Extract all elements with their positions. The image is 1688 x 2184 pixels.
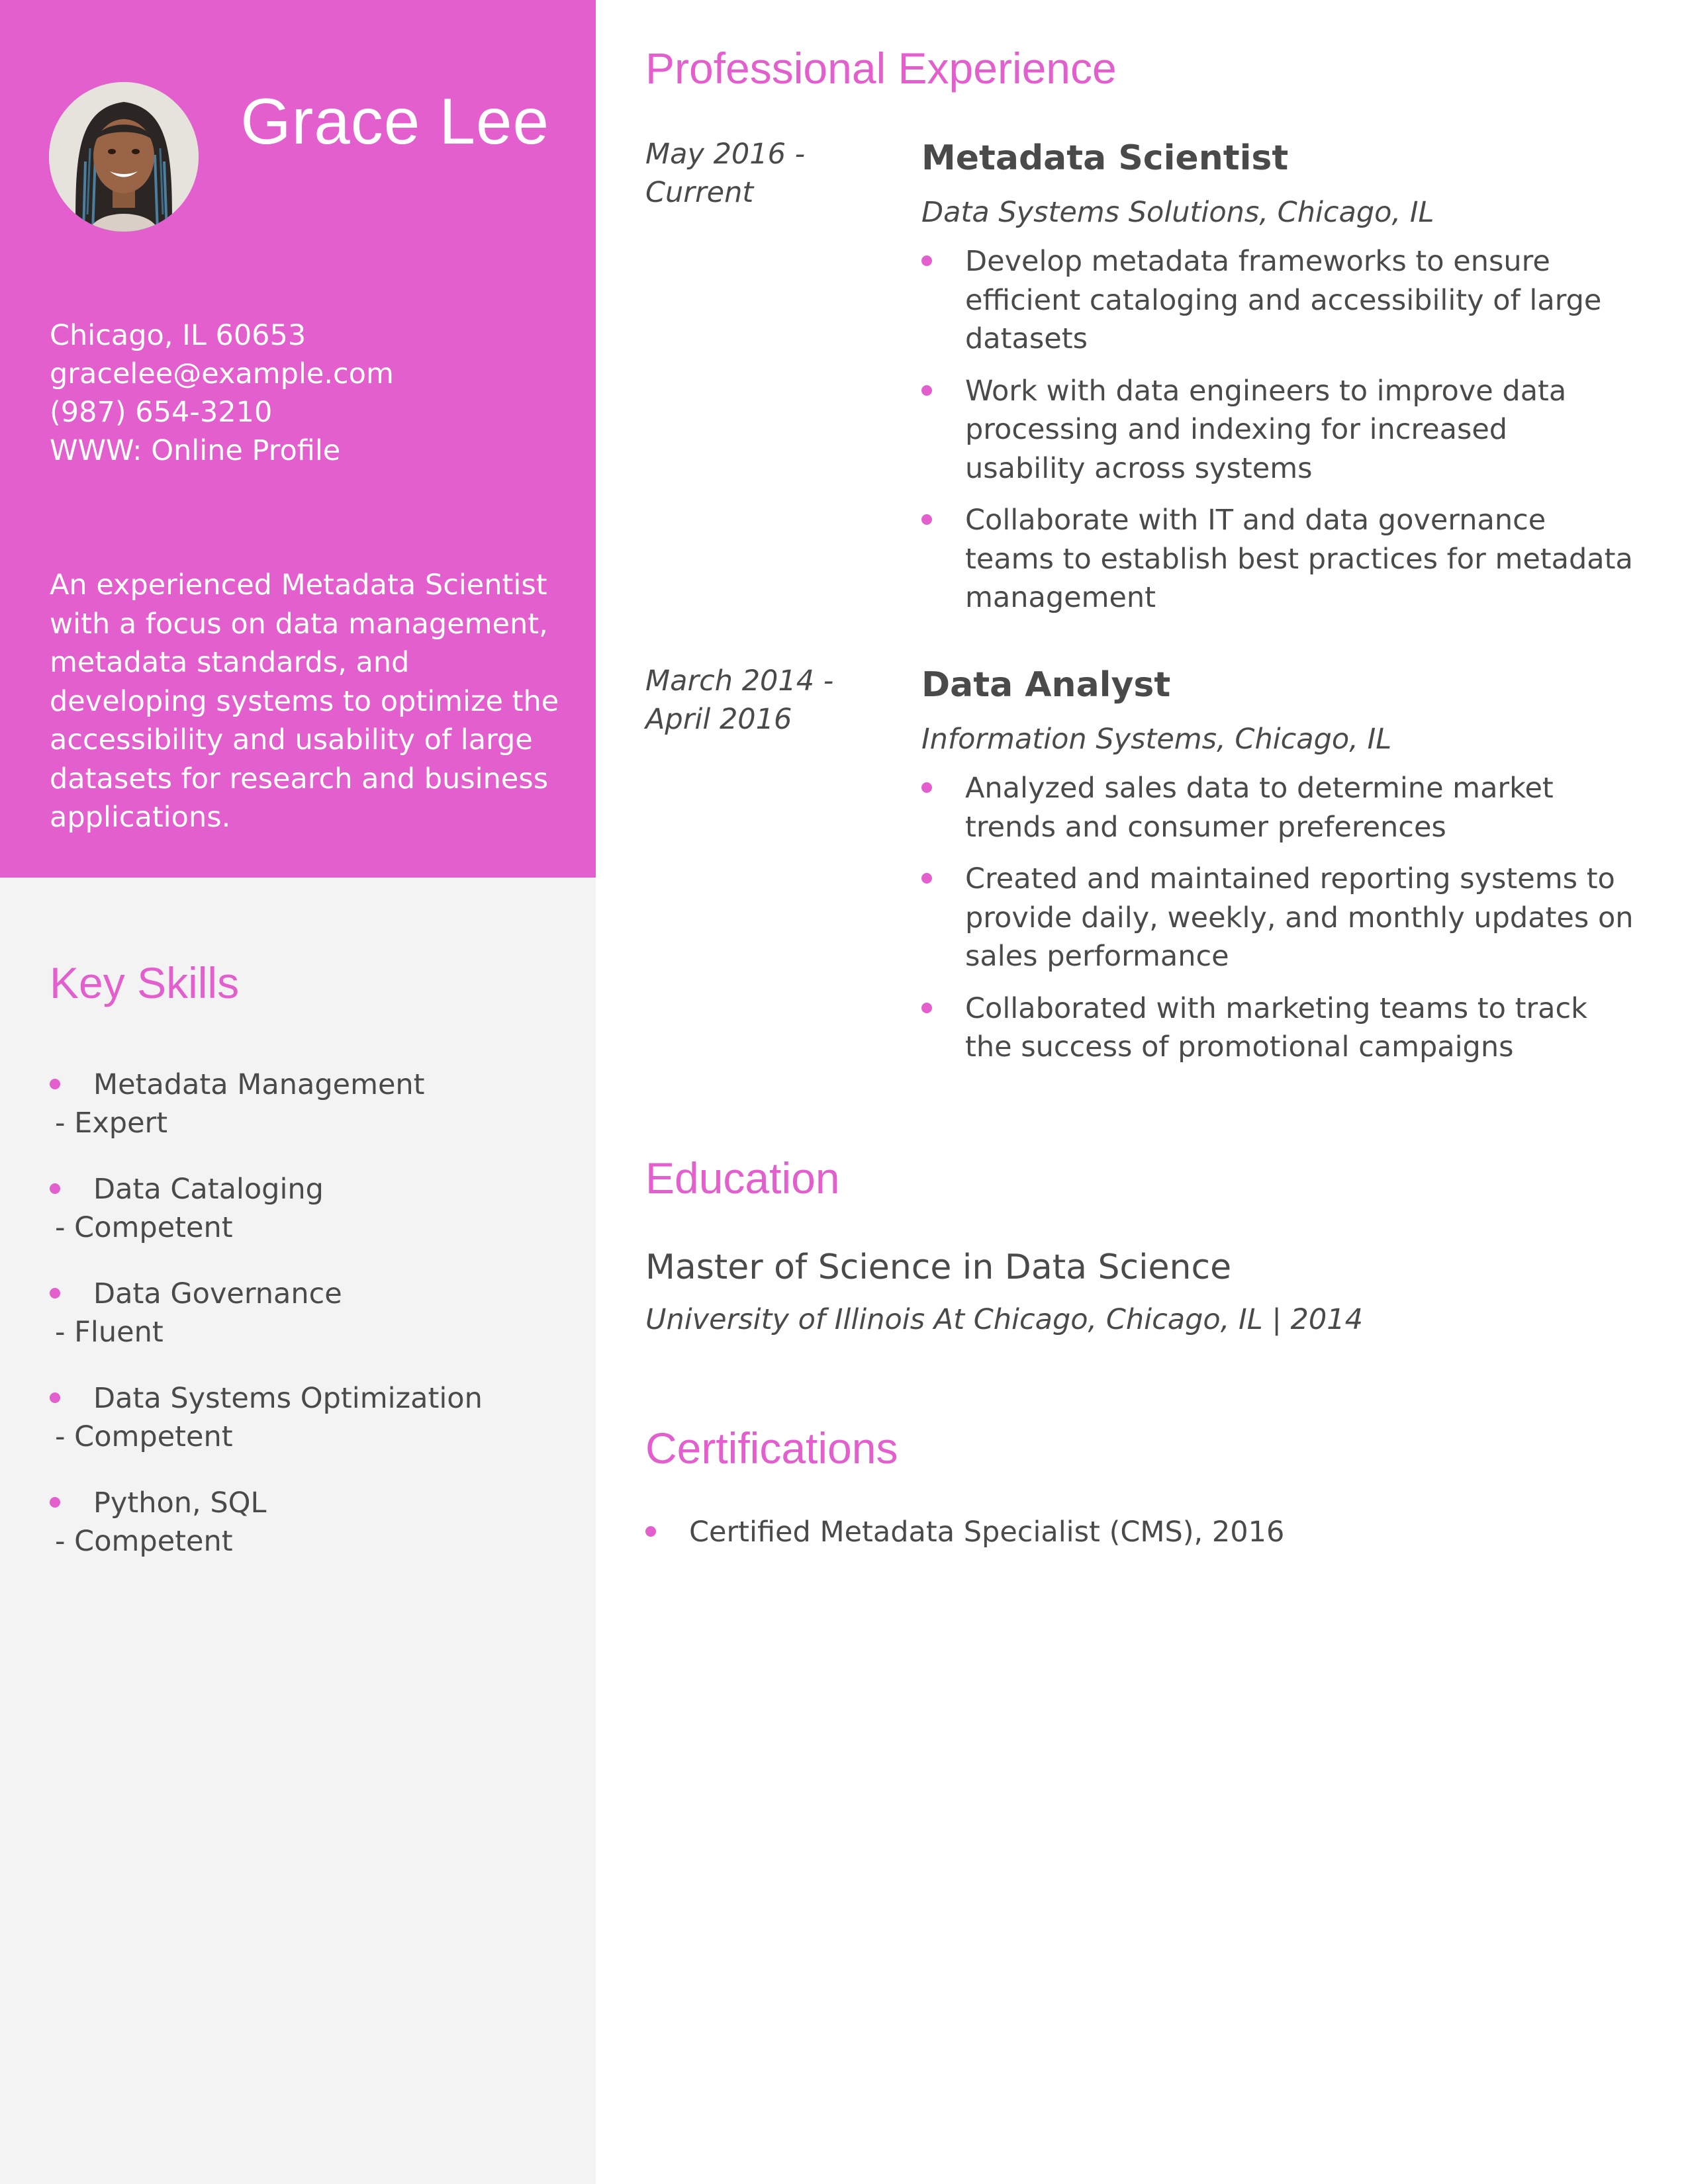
bullet-icon bbox=[50, 1183, 60, 1194]
avatar bbox=[49, 82, 199, 232]
job-company: Data Systems Solutions, Chicago, IL bbox=[921, 196, 1434, 229]
skill-level: - Fluent bbox=[55, 1316, 164, 1349]
profile-summary: An experienced Metadata Scientist with a focus on data management, metadata standards, and developing systems to optimize the accessibility and usability of large datasets for research and business applications. bbox=[50, 569, 559, 834]
job-bullet bbox=[921, 860, 1636, 976]
skill-item bbox=[50, 1484, 566, 1588]
skill-item bbox=[50, 1379, 566, 1484]
education-heading: Education bbox=[645, 1154, 840, 1203]
skill-name: Python, SQL bbox=[93, 1486, 267, 1520]
job-bullets bbox=[921, 769, 1636, 1080]
job-title: Data Analyst bbox=[921, 665, 1171, 705]
bullet-icon bbox=[921, 1003, 932, 1013]
job-bullets bbox=[921, 242, 1636, 631]
skill-item bbox=[50, 1275, 566, 1379]
job-bullet-text: Collaborate with IT and data governance teams to establish best practices for metadata management bbox=[965, 504, 1633, 614]
job-bullet-text: Develop metadata frameworks to ensure efficient cataloging and accessibility of large datasets bbox=[965, 245, 1602, 355]
skills-heading: Key Skills bbox=[50, 958, 240, 1007]
job-bullet bbox=[921, 501, 1636, 617]
job-bullet bbox=[921, 372, 1636, 488]
skill-name: Data Cataloging bbox=[93, 1173, 324, 1206]
skill-name: Data Systems Optimization bbox=[93, 1382, 483, 1415]
job-bullet-text: Collaborated with marketing teams to track the success of promotional campaigns bbox=[965, 991, 1588, 1064]
skill-level: - Competent bbox=[55, 1420, 233, 1453]
job-bullet bbox=[921, 989, 1636, 1067]
bullet-icon bbox=[50, 1497, 60, 1508]
skill-level: - Competent bbox=[55, 1525, 233, 1558]
skill-level: - Expert bbox=[55, 1107, 168, 1140]
job-bullet-text: Work with data engineers to improve data processing and indexing for increased usability across systems bbox=[965, 374, 1567, 485]
bullet-icon bbox=[921, 873, 932, 884]
bullet-icon bbox=[50, 1288, 60, 1298]
bullet-icon bbox=[50, 1079, 60, 1089]
person-name: Grace Lee bbox=[240, 85, 549, 158]
contact-website[interactable]: WWW: Online Profile bbox=[50, 434, 341, 467]
contact-phone[interactable]: (987) 654-3210 bbox=[50, 396, 273, 429]
certifications-heading: Certifications bbox=[645, 1424, 898, 1473]
contact-email[interactable]: gracelee@example.com bbox=[50, 357, 394, 390]
skills-list bbox=[50, 1066, 566, 1588]
job-bullet bbox=[921, 242, 1636, 359]
skill-item bbox=[50, 1170, 566, 1275]
bullet-icon bbox=[50, 1392, 60, 1403]
education-degree: Master of Science in Data Science bbox=[645, 1248, 1232, 1287]
skill-level: - Competent bbox=[55, 1211, 233, 1244]
job-bullet-text: Analyzed sales data to determine market trends and consumer preferences bbox=[965, 772, 1554, 844]
job-bullet bbox=[921, 769, 1636, 846]
profile-photo-icon bbox=[49, 82, 199, 232]
skill-name: Data Governance bbox=[93, 1277, 342, 1310]
skill-name: Metadata Management bbox=[93, 1068, 425, 1101]
skill-item bbox=[50, 1066, 566, 1170]
job-dates: May 2016 - Current bbox=[645, 138, 806, 209]
contact-location: Chicago, IL 60653 bbox=[50, 319, 306, 352]
bullet-icon bbox=[921, 255, 932, 266]
bullet-icon bbox=[645, 1526, 656, 1537]
bullet-icon bbox=[921, 514, 932, 525]
bullet-icon bbox=[921, 385, 932, 396]
bullet-icon bbox=[921, 782, 932, 793]
job-company: Information Systems, Chicago, IL bbox=[921, 723, 1392, 756]
contact-info bbox=[50, 316, 566, 470]
experience-heading: Professional Experience bbox=[645, 44, 1117, 93]
job-bullet-text: Created and maintained reporting systems to provide daily, weekly, and monthly updates on sales performance bbox=[965, 862, 1634, 973]
education-school: University of Illinois At Chicago, Chicago, IL | 2014 bbox=[645, 1303, 1363, 1336]
job-title: Metadata Scientist bbox=[921, 138, 1289, 178]
job-dates: March 2014 - April 2016 bbox=[645, 664, 834, 736]
certification-text: Certified Metadata Specialist (CMS), 2016 bbox=[689, 1516, 1285, 1549]
